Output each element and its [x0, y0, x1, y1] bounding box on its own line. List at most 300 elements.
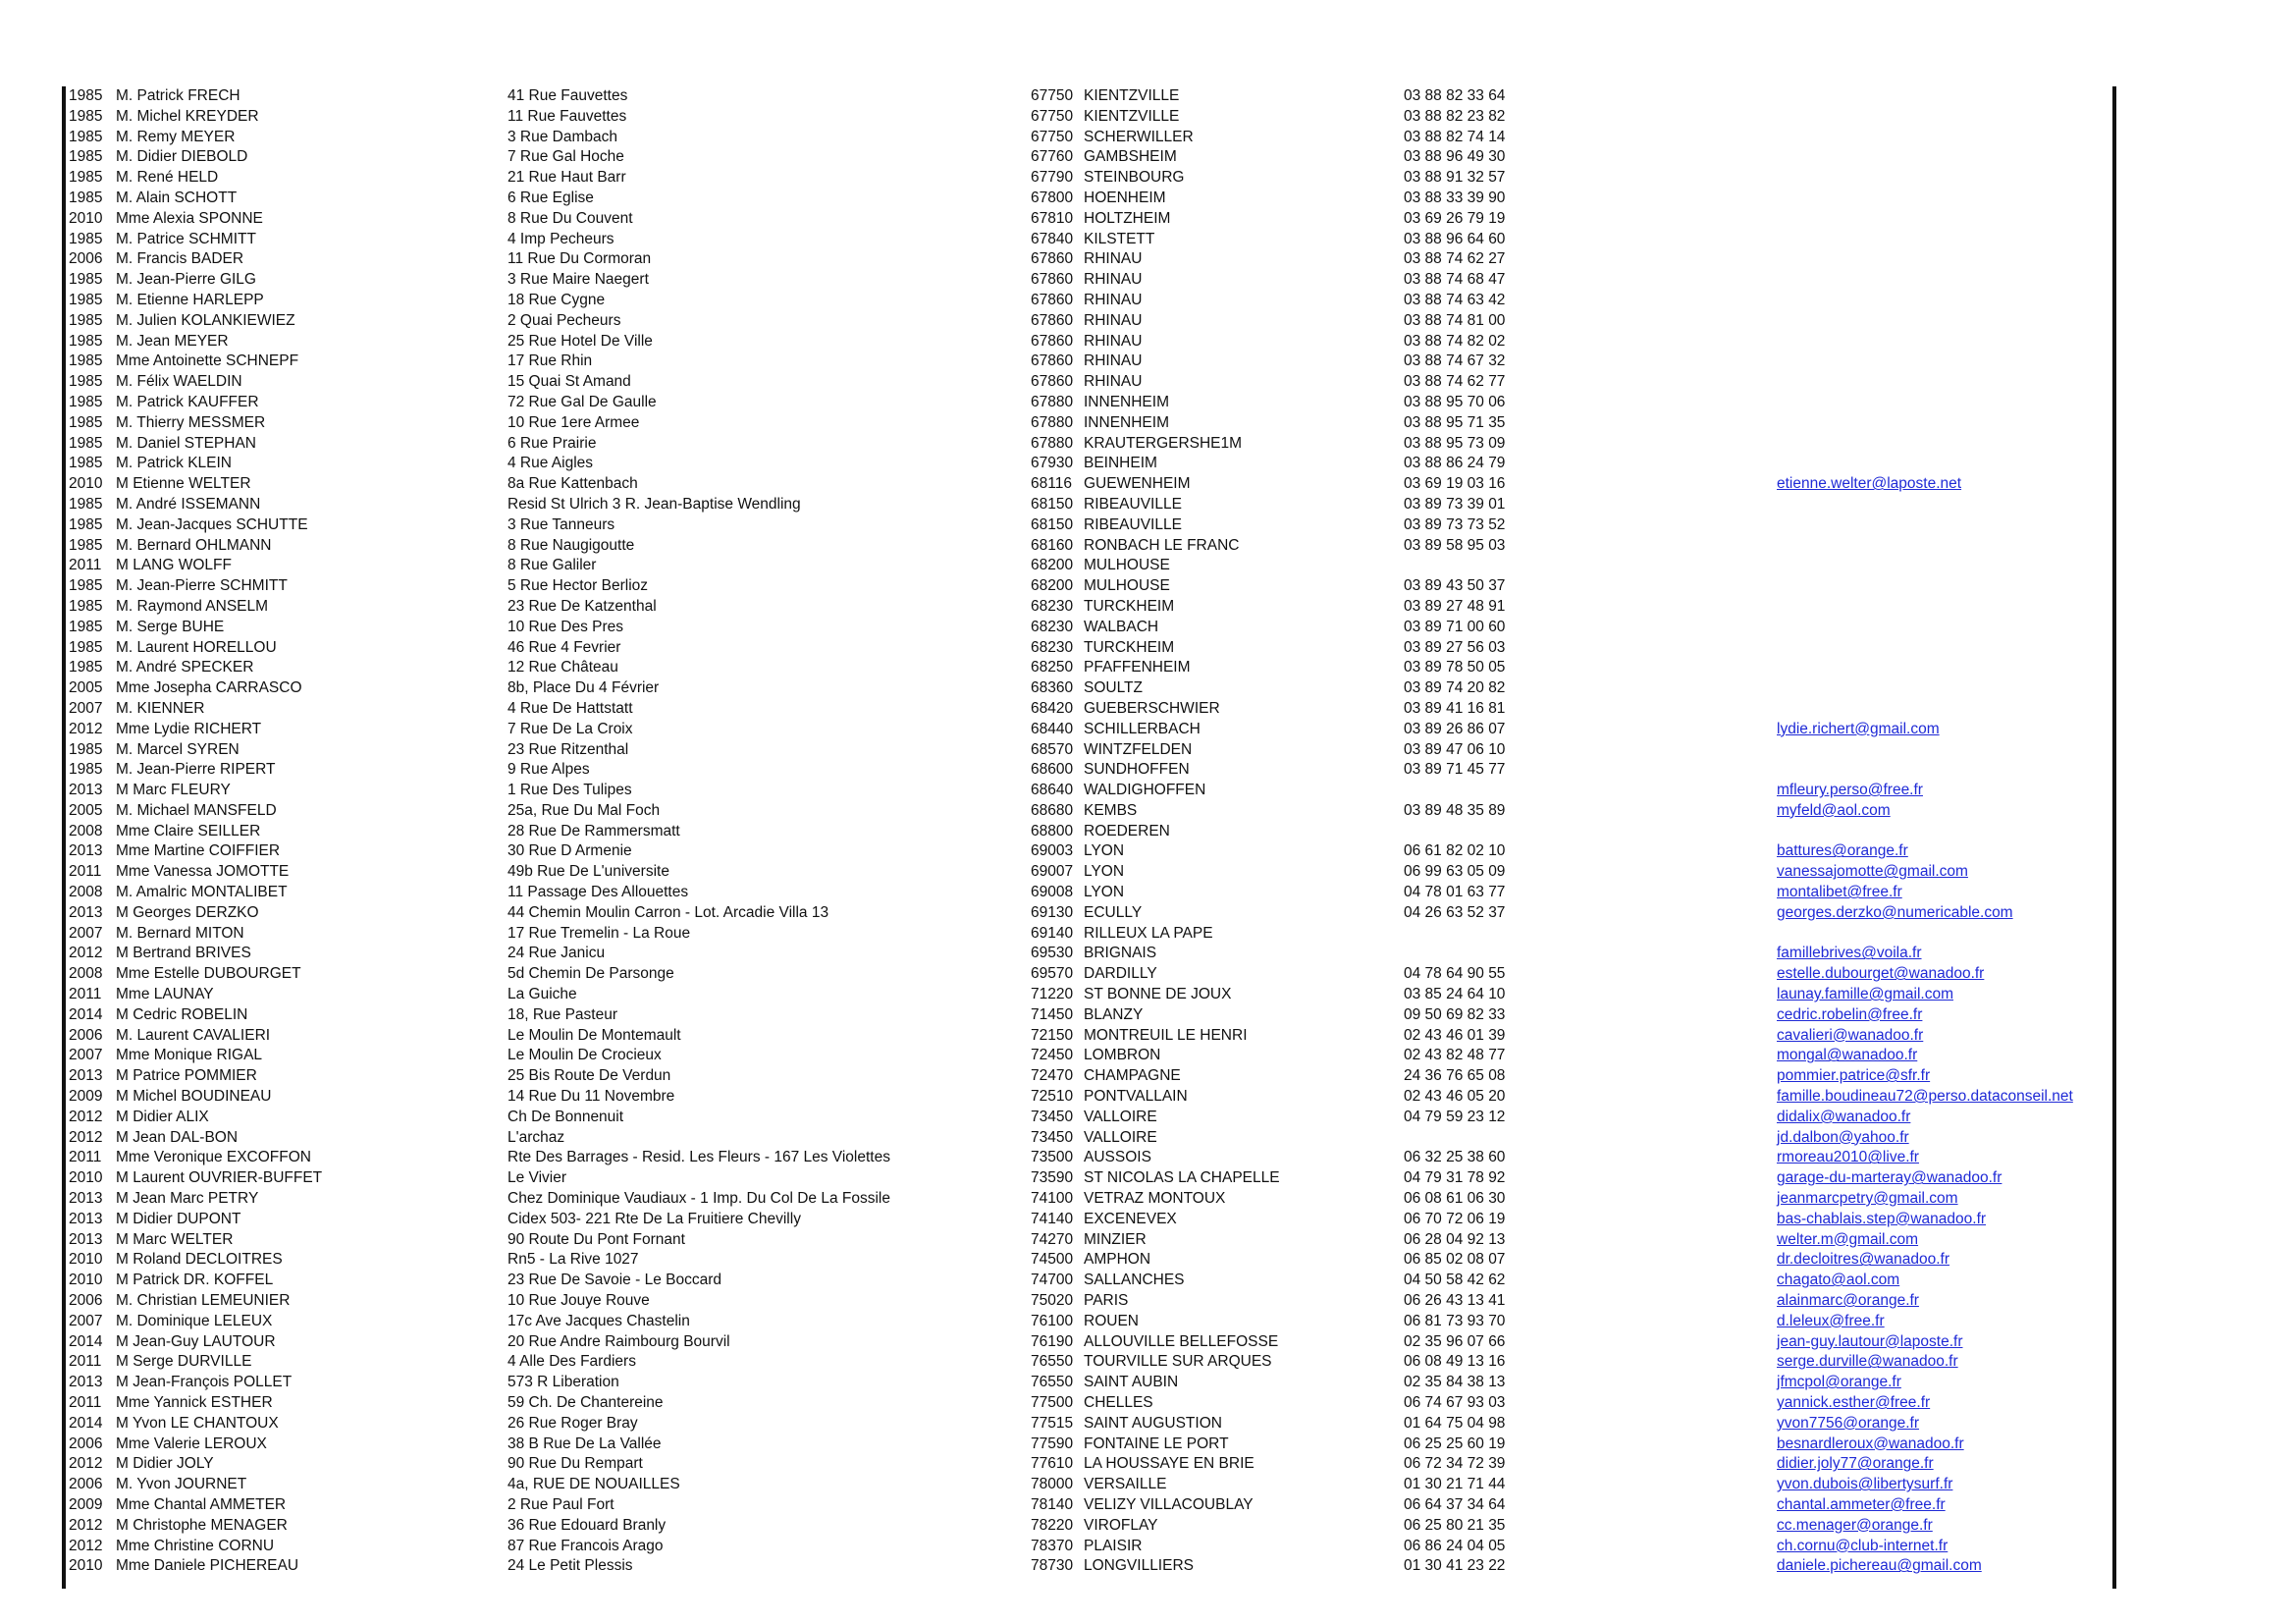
table-row: [69, 618, 2110, 638]
table-row: [69, 699, 2110, 720]
member-city: FONTAINE LE PORT: [1084, 1435, 1229, 1452]
member-postal-code: 71220: [1031, 986, 1074, 1003]
member-postal-code: 73590: [1031, 1169, 1074, 1187]
member-address: L'archaz: [507, 1128, 565, 1146]
member-city: ST NICOLAS LA CHAPELLE: [1084, 1169, 1280, 1187]
member-year: 2006: [69, 250, 103, 268]
member-city: GUEWENHEIM: [1084, 475, 1191, 493]
member-phone: 06 99 63 05 09: [1404, 863, 1506, 881]
member-email[interactable]: famille.boudineau72@perso.dataconseil.net: [1777, 1088, 2073, 1106]
member-postal-code: 77610: [1031, 1455, 1074, 1473]
table-row: [69, 1435, 2110, 1455]
member-phone: 09 50 69 82 33: [1404, 1005, 1506, 1023]
table-row: [69, 128, 2110, 148]
member-phone: 06 28 04 92 13: [1404, 1230, 1506, 1248]
member-email[interactable]: d.leleux@free.fr: [1777, 1312, 1885, 1329]
member-year: 2013: [69, 1230, 103, 1248]
member-phone: 01 30 21 71 44: [1404, 1476, 1506, 1493]
member-address: 6 Rue Prairie: [507, 434, 597, 452]
member-city: LOMBRON: [1084, 1047, 1161, 1064]
member-name: M Michel BOUDINEAU: [116, 1088, 272, 1106]
member-address: 46 Rue 4 Fevrier: [507, 638, 621, 656]
member-address: 90 Rue Du Rempart: [507, 1455, 643, 1473]
member-postal-code: 69003: [1031, 842, 1074, 860]
member-email[interactable]: georges.derzko@numericable.com: [1777, 903, 2013, 921]
member-phone: 03 88 33 39 90: [1404, 189, 1506, 206]
member-address: Le Moulin De Crocieux: [507, 1047, 662, 1064]
table-row: [69, 1108, 2110, 1128]
table-row: [69, 1066, 2110, 1087]
member-email[interactable]: garage-du-marteray@wanadoo.fr: [1777, 1169, 2002, 1187]
member-name: M Patrick DR. KOFFEL: [116, 1272, 274, 1289]
table-row: [69, 760, 2110, 781]
table-row: [69, 1026, 2110, 1047]
member-email[interactable]: lydie.richert@gmail.com: [1777, 720, 1940, 737]
member-city: HOENHEIM: [1084, 189, 1166, 206]
member-phone: 04 78 64 90 55: [1404, 965, 1506, 983]
member-address: 90 Route Du Pont Fornant: [507, 1230, 685, 1248]
member-phone: 04 78 01 63 77: [1404, 884, 1506, 901]
member-phone: 04 50 58 42 62: [1404, 1272, 1506, 1289]
member-city: RHINAU: [1084, 271, 1143, 289]
member-year: 2012: [69, 720, 103, 737]
member-address: 28 Rue De Rammersmatt: [507, 822, 680, 839]
member-city: EXCENEVEX: [1084, 1210, 1177, 1227]
member-postal-code: 73450: [1031, 1108, 1074, 1125]
member-city: RHINAU: [1084, 373, 1143, 391]
member-year: 2011: [69, 1149, 102, 1166]
member-address: 15 Quai St Amand: [507, 373, 631, 391]
member-postal-code: 77500: [1031, 1394, 1074, 1411]
member-email[interactable]: vanessajomotte@gmail.com: [1777, 863, 1968, 881]
member-phone: 03 88 74 82 02: [1404, 332, 1506, 350]
table-row: [69, 495, 2110, 515]
member-name: M. Félix WAELDIN: [116, 373, 242, 391]
member-postal-code: 71450: [1031, 1005, 1074, 1023]
member-postal-code: 75020: [1031, 1292, 1074, 1310]
member-address: 8 Rue Du Couvent: [507, 209, 633, 227]
member-phone: 03 88 74 81 00: [1404, 311, 1506, 329]
member-email[interactable]: yannick.esther@free.fr: [1777, 1394, 1931, 1411]
member-email[interactable]: jfmcpol@orange.fr: [1777, 1374, 1901, 1391]
member-name: M. Marcel SYREN: [116, 740, 240, 758]
member-city: STEINBOURG: [1084, 169, 1185, 187]
member-name: M Bertrand BRIVES: [116, 945, 251, 962]
member-list: [69, 86, 2110, 1577]
member-address: 14 Rue Du 11 Novembre: [507, 1088, 675, 1106]
member-address: 25 Rue Hotel De Ville: [507, 332, 653, 350]
member-year: 2011: [69, 1394, 102, 1411]
member-postal-code: 68420: [1031, 699, 1074, 717]
member-city: VALLOIRE: [1084, 1128, 1157, 1146]
member-name: M Didier JOLY: [116, 1455, 214, 1473]
member-address: 41 Rue Fauvettes: [507, 87, 628, 104]
member-phone: 06 85 02 08 07: [1404, 1251, 1506, 1269]
member-city: KIENTZVILLE: [1084, 107, 1180, 125]
member-name: M Didier DUPONT: [116, 1210, 241, 1227]
member-year: 1985: [69, 311, 103, 329]
member-address: 30 Rue D Armenie: [507, 842, 632, 860]
member-email[interactable]: mfleury.perso@free.fr: [1777, 782, 1923, 799]
member-phone: 04 79 59 23 12: [1404, 1108, 1506, 1125]
member-email[interactable]: pommier.patrice@sfr.fr: [1777, 1067, 1931, 1085]
member-address: 9 Rue Alpes: [507, 761, 590, 779]
member-address: 11 Rue Du Cormoran: [507, 250, 652, 268]
member-phone: 03 89 48 35 89: [1404, 801, 1506, 819]
member-email[interactable]: jeanmarcpetry@gmail.com: [1777, 1190, 1958, 1208]
member-address: 3 Rue Tanneurs: [507, 515, 615, 533]
table-row: [69, 1516, 2110, 1537]
member-address: 12 Rue Château: [507, 659, 618, 677]
member-email[interactable]: yvon.dubois@libertysurf.fr: [1777, 1476, 1953, 1493]
table-row: [69, 454, 2110, 474]
member-name: M. Raymond ANSELM: [116, 597, 269, 615]
member-postal-code: 76100: [1031, 1312, 1074, 1329]
member-year: 2010: [69, 1251, 103, 1269]
member-phone: 03 88 74 62 27: [1404, 250, 1506, 268]
table-row: [69, 270, 2110, 291]
member-city: PLAISIR: [1084, 1537, 1143, 1554]
member-address: Rte Des Barrages - Resid. Les Fleurs - 167 Les Violettes: [507, 1149, 890, 1166]
table-row: [69, 903, 2110, 924]
table-row: [69, 1189, 2110, 1210]
member-city: ROEDEREN: [1084, 822, 1170, 839]
member-email[interactable]: besnardleroux@wanadoo.fr: [1777, 1435, 1964, 1452]
member-address: 17 Rue Rhin: [507, 352, 593, 370]
member-email[interactable]: serge.durville@wanadoo.fr: [1777, 1353, 1958, 1371]
member-name: M. André SPECKER: [116, 659, 254, 677]
member-email[interactable]: daniele.pichereau@gmail.com: [1777, 1557, 1982, 1575]
member-address: 23 Rue De Savoie - Le Boccard: [507, 1272, 721, 1289]
member-city: BEINHEIM: [1084, 455, 1157, 472]
member-year: 2009: [69, 1088, 103, 1106]
member-postal-code: 67860: [1031, 352, 1074, 370]
member-postal-code: 78000: [1031, 1476, 1074, 1493]
member-city: LYON: [1084, 863, 1125, 881]
table-row: [69, 393, 2110, 413]
table-row: [69, 311, 2110, 332]
member-postal-code: 67790: [1031, 169, 1074, 187]
member-name: M. Remy MEYER: [116, 128, 236, 145]
member-city: RIBEAUVILLE: [1084, 515, 1182, 533]
member-year: 2005: [69, 679, 103, 697]
member-name: Mme Chantal AMMETER: [116, 1495, 287, 1513]
table-row: [69, 291, 2110, 311]
member-city: ROUEN: [1084, 1312, 1139, 1329]
member-phone: 03 89 41 16 81: [1404, 699, 1506, 717]
member-city: GAMBSHEIM: [1084, 148, 1177, 166]
member-email[interactable]: ch.cornu@club-internet.fr: [1777, 1537, 1949, 1554]
member-phone: 02 43 46 01 39: [1404, 1026, 1506, 1044]
member-year: 1985: [69, 618, 103, 635]
member-phone: 03 89 73 73 52: [1404, 515, 1506, 533]
member-address: 17c Ave Jacques Chastelin: [507, 1312, 690, 1329]
member-city: RHINAU: [1084, 291, 1143, 308]
member-name: Mme Daniele PICHEREAU: [116, 1557, 299, 1575]
member-year: 1985: [69, 659, 103, 677]
member-postal-code: 68570: [1031, 740, 1074, 758]
member-address: 36 Rue Edouard Branly: [507, 1516, 667, 1534]
member-city: RHINAU: [1084, 352, 1143, 370]
member-address: 72 Rue Gal De Gaulle: [507, 393, 657, 410]
table-row: [69, 107, 2110, 128]
table-row: [69, 1312, 2110, 1332]
member-city: INNENHEIM: [1084, 413, 1169, 431]
member-postal-code: 67880: [1031, 434, 1074, 452]
member-name: M. Alain SCHOTT: [116, 189, 238, 206]
table-row: [69, 841, 2110, 862]
member-year: 1985: [69, 434, 103, 452]
member-phone: 02 35 84 38 13: [1404, 1374, 1506, 1391]
member-email[interactable]: montalibet@free.fr: [1777, 884, 1902, 901]
member-address: 87 Rue Francois Arago: [507, 1537, 664, 1554]
member-year: 2011: [69, 557, 102, 574]
member-year: 1985: [69, 291, 103, 308]
member-phone: 04 79 31 78 92: [1404, 1169, 1506, 1187]
member-email[interactable]: yvon7756@orange.fr: [1777, 1414, 1919, 1432]
member-phone: 03 89 58 95 03: [1404, 536, 1506, 554]
member-phone: 06 70 72 06 19: [1404, 1210, 1506, 1227]
member-phone: 06 81 73 93 70: [1404, 1312, 1506, 1329]
member-email[interactable]: estelle.dubourget@wanadoo.fr: [1777, 965, 1985, 983]
table-row: [69, 944, 2110, 964]
member-city: RHINAU: [1084, 332, 1143, 350]
member-city: BLANZY: [1084, 1005, 1144, 1023]
member-year: 2010: [69, 1169, 103, 1187]
member-email[interactable]: cedric.robelin@free.fr: [1777, 1005, 1923, 1023]
member-postal-code: 67800: [1031, 189, 1074, 206]
member-phone: 06 72 34 72 39: [1404, 1455, 1506, 1473]
member-phone: 06 08 49 13 16: [1404, 1353, 1506, 1371]
member-email[interactable]: chantal.ammeter@free.fr: [1777, 1495, 1946, 1513]
member-year: 1985: [69, 128, 103, 145]
member-name: Mme Veronique EXCOFFON: [116, 1149, 311, 1166]
member-year: 2010: [69, 475, 103, 493]
member-postal-code: 76550: [1031, 1353, 1074, 1371]
table-row: [69, 86, 2110, 107]
member-name: M Patrice POMMIER: [116, 1067, 257, 1085]
member-address: 25 Bis Route De Verdun: [507, 1067, 671, 1085]
table-row: [69, 638, 2110, 659]
member-name: M. Didier DIEBOLD: [116, 148, 248, 166]
member-name: M. Jean-Pierre RIPERT: [116, 761, 276, 779]
member-year: 1985: [69, 638, 103, 656]
member-name: M. Laurent CAVALIERI: [116, 1026, 271, 1044]
member-address: 2 Quai Pecheurs: [507, 311, 621, 329]
member-postal-code: 67750: [1031, 87, 1074, 104]
member-address: 18, Rue Pasteur: [507, 1005, 618, 1023]
member-address: 26 Rue Roger Bray: [507, 1414, 638, 1432]
member-email[interactable]: cavalieri@wanadoo.fr: [1777, 1026, 1924, 1044]
member-year: 1985: [69, 393, 103, 410]
member-year: 2011: [69, 1353, 102, 1371]
member-address: 20 Rue Andre Raimbourg Bourvil: [507, 1332, 730, 1350]
member-postal-code: 68360: [1031, 679, 1074, 697]
table-row: [69, 1128, 2110, 1149]
member-year: 1985: [69, 189, 103, 206]
member-address: 5d Chemin De Parsonge: [507, 965, 674, 983]
member-name: M. Patrick KAUFFER: [116, 393, 259, 410]
member-email[interactable]: dr.decloitres@wanadoo.fr: [1777, 1251, 1949, 1269]
member-name: M. Patrick FRECH: [116, 87, 240, 104]
table-row: [69, 1230, 2110, 1251]
member-name: M Jean-François POLLET: [116, 1374, 293, 1391]
member-address: 24 Le Petit Plessis: [507, 1557, 633, 1575]
member-year: 1985: [69, 230, 103, 247]
member-email[interactable]: welter.m@gmail.com: [1777, 1230, 1919, 1248]
member-year: 2012: [69, 945, 103, 962]
member-email[interactable]: battures@orange.fr: [1777, 842, 1908, 860]
member-year: 2007: [69, 1047, 103, 1064]
member-postal-code: 76550: [1031, 1374, 1074, 1391]
member-year: 2013: [69, 1210, 103, 1227]
member-name: M. Francis BADER: [116, 250, 244, 268]
member-year: 1985: [69, 332, 103, 350]
member-postal-code: 77590: [1031, 1435, 1074, 1452]
member-email[interactable]: mongal@wanadoo.fr: [1777, 1047, 1918, 1064]
member-phone: 03 89 27 56 03: [1404, 638, 1506, 656]
member-postal-code: 77515: [1031, 1414, 1074, 1432]
member-city: GUEBERSCHWIER: [1084, 699, 1220, 717]
table-row: [69, 576, 2110, 597]
table-row: [69, 147, 2110, 168]
member-phone: 03 88 95 71 35: [1404, 413, 1506, 431]
member-email[interactable]: rmoreau2010@live.fr: [1777, 1149, 1919, 1166]
table-row: [69, 1373, 2110, 1393]
member-name: M Etienne WELTER: [116, 475, 251, 493]
member-city: ECULLY: [1084, 903, 1143, 921]
member-phone: 03 89 26 86 07: [1404, 720, 1506, 737]
member-name: M Yvon LE CHANTOUX: [116, 1414, 279, 1432]
member-postal-code: 74100: [1031, 1190, 1074, 1208]
member-email[interactable]: alainmarc@orange.fr: [1777, 1292, 1919, 1310]
member-address: 4 Rue De Hattstatt: [507, 699, 633, 717]
member-city: KEMBS: [1084, 801, 1138, 819]
member-year: 2006: [69, 1435, 103, 1452]
member-email[interactable]: cc.menager@orange.fr: [1777, 1516, 1933, 1534]
table-row: [69, 1046, 2110, 1066]
member-name: M. Laurent HORELLOU: [116, 638, 277, 656]
member-phone: 03 89 47 06 10: [1404, 740, 1506, 758]
member-name: M. Julien KOLANKIEWIEZ: [116, 311, 295, 329]
member-name: M. Amalric MONTALIBET: [116, 884, 288, 901]
member-email[interactable]: launay.famille@gmail.com: [1777, 986, 1953, 1003]
member-email[interactable]: myfeld@aol.com: [1777, 801, 1891, 819]
table-row: [69, 740, 2110, 761]
table-row: [69, 352, 2110, 372]
member-phone: 03 89 71 45 77: [1404, 761, 1506, 779]
table-row: [69, 924, 2110, 945]
member-postal-code: 69007: [1031, 863, 1074, 881]
member-city: MULHOUSE: [1084, 577, 1170, 595]
member-postal-code: 67860: [1031, 250, 1074, 268]
member-phone: 03 88 95 70 06: [1404, 393, 1506, 410]
member-city: RILLEUX LA PAPE: [1084, 924, 1213, 942]
member-address: 10 Rue Jouye Rouve: [507, 1292, 650, 1310]
member-name: Mme Alexia SPONNE: [116, 209, 263, 227]
member-year: 2013: [69, 1190, 103, 1208]
member-year: 1985: [69, 107, 103, 125]
member-year: 2009: [69, 1495, 103, 1513]
member-postal-code: 68150: [1031, 495, 1074, 513]
member-name: M. Jean-Pierre GILG: [116, 271, 256, 289]
member-address: Ch De Bonnenuit: [507, 1108, 624, 1125]
member-name: Mme Martine COIFFIER: [116, 842, 281, 860]
member-year: 2013: [69, 782, 103, 799]
table-row: [69, 1475, 2110, 1495]
table-row: [69, 189, 2110, 209]
member-phone: 02 43 82 48 77: [1404, 1047, 1506, 1064]
member-year: 2008: [69, 822, 103, 839]
member-name: Mme Christine CORNU: [116, 1537, 275, 1554]
member-email[interactable]: jean-guy.lautour@laposte.fr: [1777, 1332, 1963, 1350]
member-year: 1985: [69, 495, 103, 513]
member-phone: 06 61 82 02 10: [1404, 842, 1506, 860]
member-city: MONTREUIL LE HENRI: [1084, 1026, 1248, 1044]
member-address: 11 Passage Des Allouettes: [507, 884, 689, 901]
member-phone: 02 35 96 07 66: [1404, 1332, 1506, 1350]
member-name: Mme Yannick ESTHER: [116, 1394, 273, 1411]
member-postal-code: 68200: [1031, 557, 1074, 574]
member-name: M. Bernard OHLMANN: [116, 536, 272, 554]
member-postal-code: 68250: [1031, 659, 1074, 677]
member-address: 10 Rue 1ere Armee: [507, 413, 640, 431]
member-email[interactable]: didalix@wanadoo.fr: [1777, 1108, 1911, 1125]
member-city: ALLOUVILLE BELLEFOSSE: [1084, 1332, 1279, 1350]
member-postal-code: 69130: [1031, 903, 1074, 921]
table-row: [69, 964, 2110, 985]
member-phone: 03 88 74 68 47: [1404, 271, 1506, 289]
member-address: 3 Rue Dambach: [507, 128, 618, 145]
table-row: [69, 862, 2110, 883]
member-year: 1985: [69, 169, 103, 187]
member-email[interactable]: didier.joly77@orange.fr: [1777, 1455, 1934, 1473]
member-email[interactable]: etienne.welter@laposte.net: [1777, 475, 1962, 493]
member-postal-code: 67880: [1031, 413, 1074, 431]
member-year: 1985: [69, 761, 103, 779]
member-year: 2013: [69, 842, 103, 860]
member-phone: 04 26 63 52 37: [1404, 903, 1506, 921]
member-address: 1 Rue Des Tulipes: [507, 782, 632, 799]
member-postal-code: 72150: [1031, 1026, 1074, 1044]
member-name: M Georges DERZKO: [116, 903, 259, 921]
member-postal-code: 78220: [1031, 1516, 1074, 1534]
member-address: 10 Rue Des Pres: [507, 618, 624, 635]
member-phone: 02 43 46 05 20: [1404, 1088, 1506, 1106]
member-email[interactable]: jd.dalbon@yahoo.fr: [1777, 1128, 1909, 1146]
member-email[interactable]: chagato@aol.com: [1777, 1272, 1900, 1289]
member-city: KIENTZVILLE: [1084, 87, 1180, 104]
member-name: M. Michael MANSFELD: [116, 801, 277, 819]
member-phone: 03 88 74 63 42: [1404, 291, 1506, 308]
member-phone: 06 25 25 60 19: [1404, 1435, 1506, 1452]
table-row: [69, 1168, 2110, 1189]
member-city: MULHOUSE: [1084, 557, 1170, 574]
table-row: [69, 1556, 2110, 1577]
member-email[interactable]: bas-chablais.step@wanadoo.fr: [1777, 1210, 1987, 1227]
member-postal-code: 67840: [1031, 230, 1074, 247]
member-year: 2008: [69, 884, 103, 901]
member-email[interactable]: famillebrives@voila.fr: [1777, 945, 1922, 962]
member-postal-code: 68160: [1031, 536, 1074, 554]
member-name: Mme LAUNAY: [116, 986, 214, 1003]
member-name: Mme Vanessa JOMOTTE: [116, 863, 290, 881]
member-postal-code: 68800: [1031, 822, 1074, 839]
member-phone: 06 64 37 34 64: [1404, 1495, 1506, 1513]
member-name: Mme Valerie LEROUX: [116, 1435, 267, 1452]
member-phone: 03 88 82 23 82: [1404, 107, 1506, 125]
member-postal-code: 67760: [1031, 148, 1074, 166]
